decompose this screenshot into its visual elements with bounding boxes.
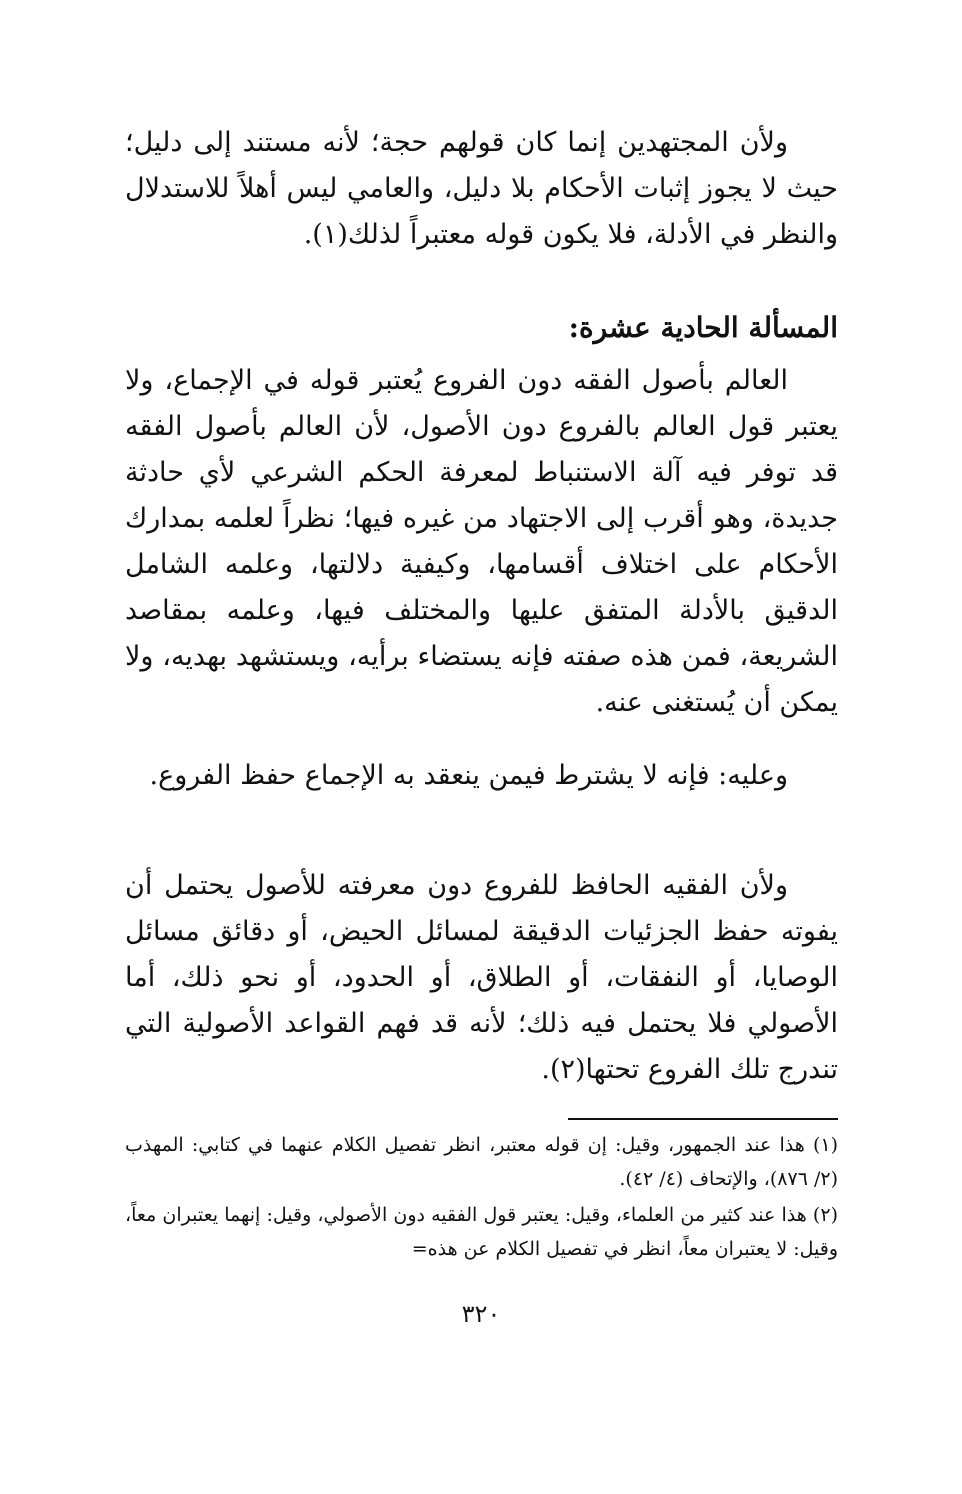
paragraph-faqih: ولأن الفقيه الحافظ للفروع دون معرفته للأصول يحتمل أن يفوته حفظ الجزئيات الدقيقة لمسائل الحيض، أو دقائق مسائل الوصايا، أو النفقات، أو الطلاق، أو الحدود، أو نحو ذلك، أما الأصولي فلا يحتمل فيه ذلك؛ لأنه قد فهم القواعد الأصولية التي تندرج تلك الفروع تحتها(٢). [125, 870, 838, 1085]
main-text-conclusion [125, 753, 838, 799]
paragraph-mujtahidin: ولأن المجتهدين إنما كان قولهم حجة؛ لأنه مستند إلى دليل؛ حيث لا يجوز إثبات الأحكام بلا دليل، والعامي ليس أهلاً للاستدلال والنظر في الأدلة، فلا يكون قوله معتبراً لذلك(١). [125, 127, 838, 250]
main-text-top [125, 120, 838, 258]
main-text-middle [125, 358, 838, 726]
main-text-bottom [125, 863, 838, 1093]
footnotes [125, 1128, 838, 1268]
page-number: ٣٢٠ [461, 1300, 501, 1328]
section-heading-block [125, 305, 838, 351]
section-heading: المسألة الحادية عشرة: [568, 311, 838, 344]
footnote-2: (٢) هذا عند كثير من العلماء، وقيل: يعتبر قول الفقيه دون الأصولي، وقيل: إنهما يعتبران معاً، وقيل: لا يعتبران معاً، انظر في تفصيل الكلام عن هذه= [125, 1204, 838, 1260]
paragraph-conclusion: وعليه: فإنه لا يشترط فيمن ينعقد به الإجماع حفظ الفروع. [149, 760, 788, 791]
footnote-separator [568, 1118, 838, 1120]
footnote-1: (١) هذا عند الجمهور، وقيل: إن قوله معتبر، انظر تفصيل الكلام عنهما في كتابي: المهذب (٢/ ٨٧٦)، والإتحاف (٤/ ٤٢). [125, 1134, 838, 1190]
paragraph-usul-scholar: العالم بأصول الفقه دون الفروع يُعتبر قوله في الإجماع، ولا يعتبر قول العالم بالفروع دون الأصول، لأن العالم بأصول الفقه قد توفر فيه آلة الاستنباط لمعرفة الحكم الشرعي لأي حادثة جديدة، وهو أقرب إلى الاجتهاد من غيره فيها؛ نظراً لعلمه بمدارك الأحكام على اختلاف أقسامها، وكيفية دلالتها، وعلمه الشامل الدقيق بالأدلة المتفق عليها والمختلف فيها، وعلمه بمقاصد الشريعة، فمن هذه صفته فإنه يستضاء برأيه، ويستشهد بهديه، ولا يمكن أن يُستغنى عنه. [125, 365, 838, 718]
